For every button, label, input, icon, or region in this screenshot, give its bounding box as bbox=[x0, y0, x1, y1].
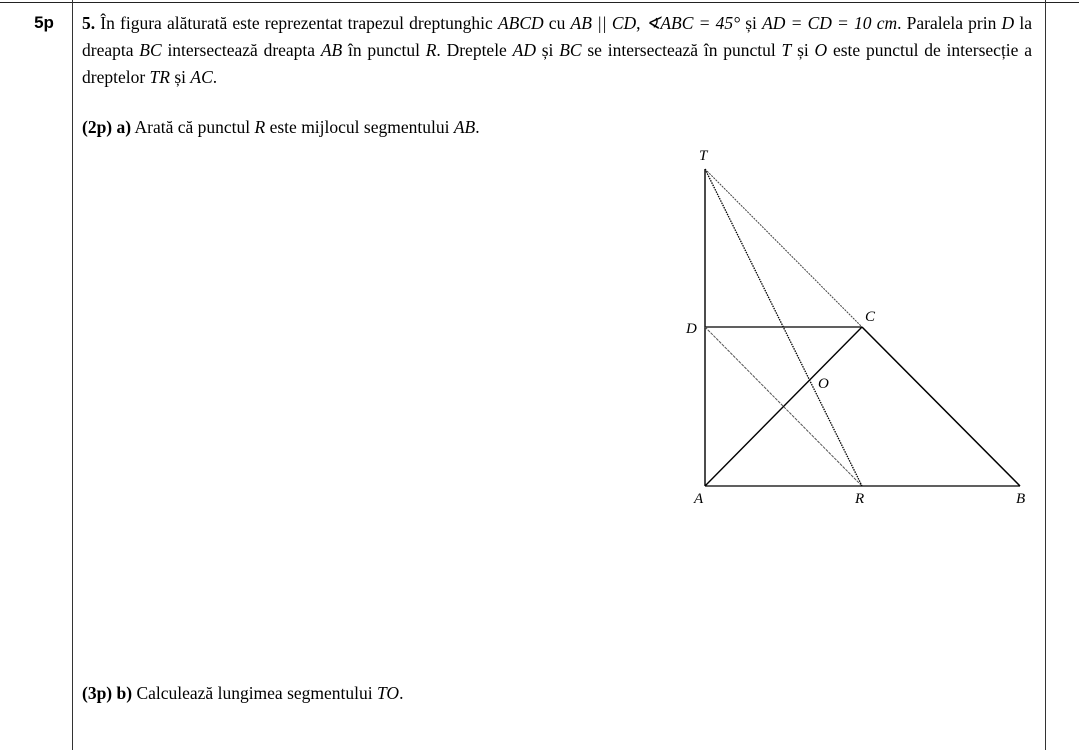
label-B: B bbox=[1016, 491, 1026, 507]
problem-statement: 5. În figura alăturată este reprezentat trapezul dreptunghic ABCD cu AB || CD, ∢ABC = 45° și AD = CD = 10 cm. Paralela prin D la dreapta BC intersectează dreapta AB în punctul R. Dreptele AD și BC se intersectează în punctul T și O este punctul de intersecție a dreptelor TR și AC. bbox=[82, 13, 1032, 87]
label-D: D bbox=[686, 321, 697, 337]
label-T: T bbox=[699, 148, 708, 164]
question-b: (3p) b) Calculează lungimea segmentului TO. bbox=[82, 683, 404, 703]
segment-TC bbox=[705, 169, 862, 327]
label-R: R bbox=[855, 491, 865, 507]
points-label: 5p bbox=[34, 13, 54, 32]
label-C: C bbox=[865, 309, 876, 325]
question-a: (2p) a) Arată că punctul R este mijlocul segmentului AB. bbox=[82, 117, 480, 137]
label-O: O bbox=[818, 376, 829, 392]
segment-CB bbox=[862, 327, 1020, 486]
problem-number: 5. bbox=[82, 13, 96, 33]
label-A: A bbox=[694, 491, 704, 507]
